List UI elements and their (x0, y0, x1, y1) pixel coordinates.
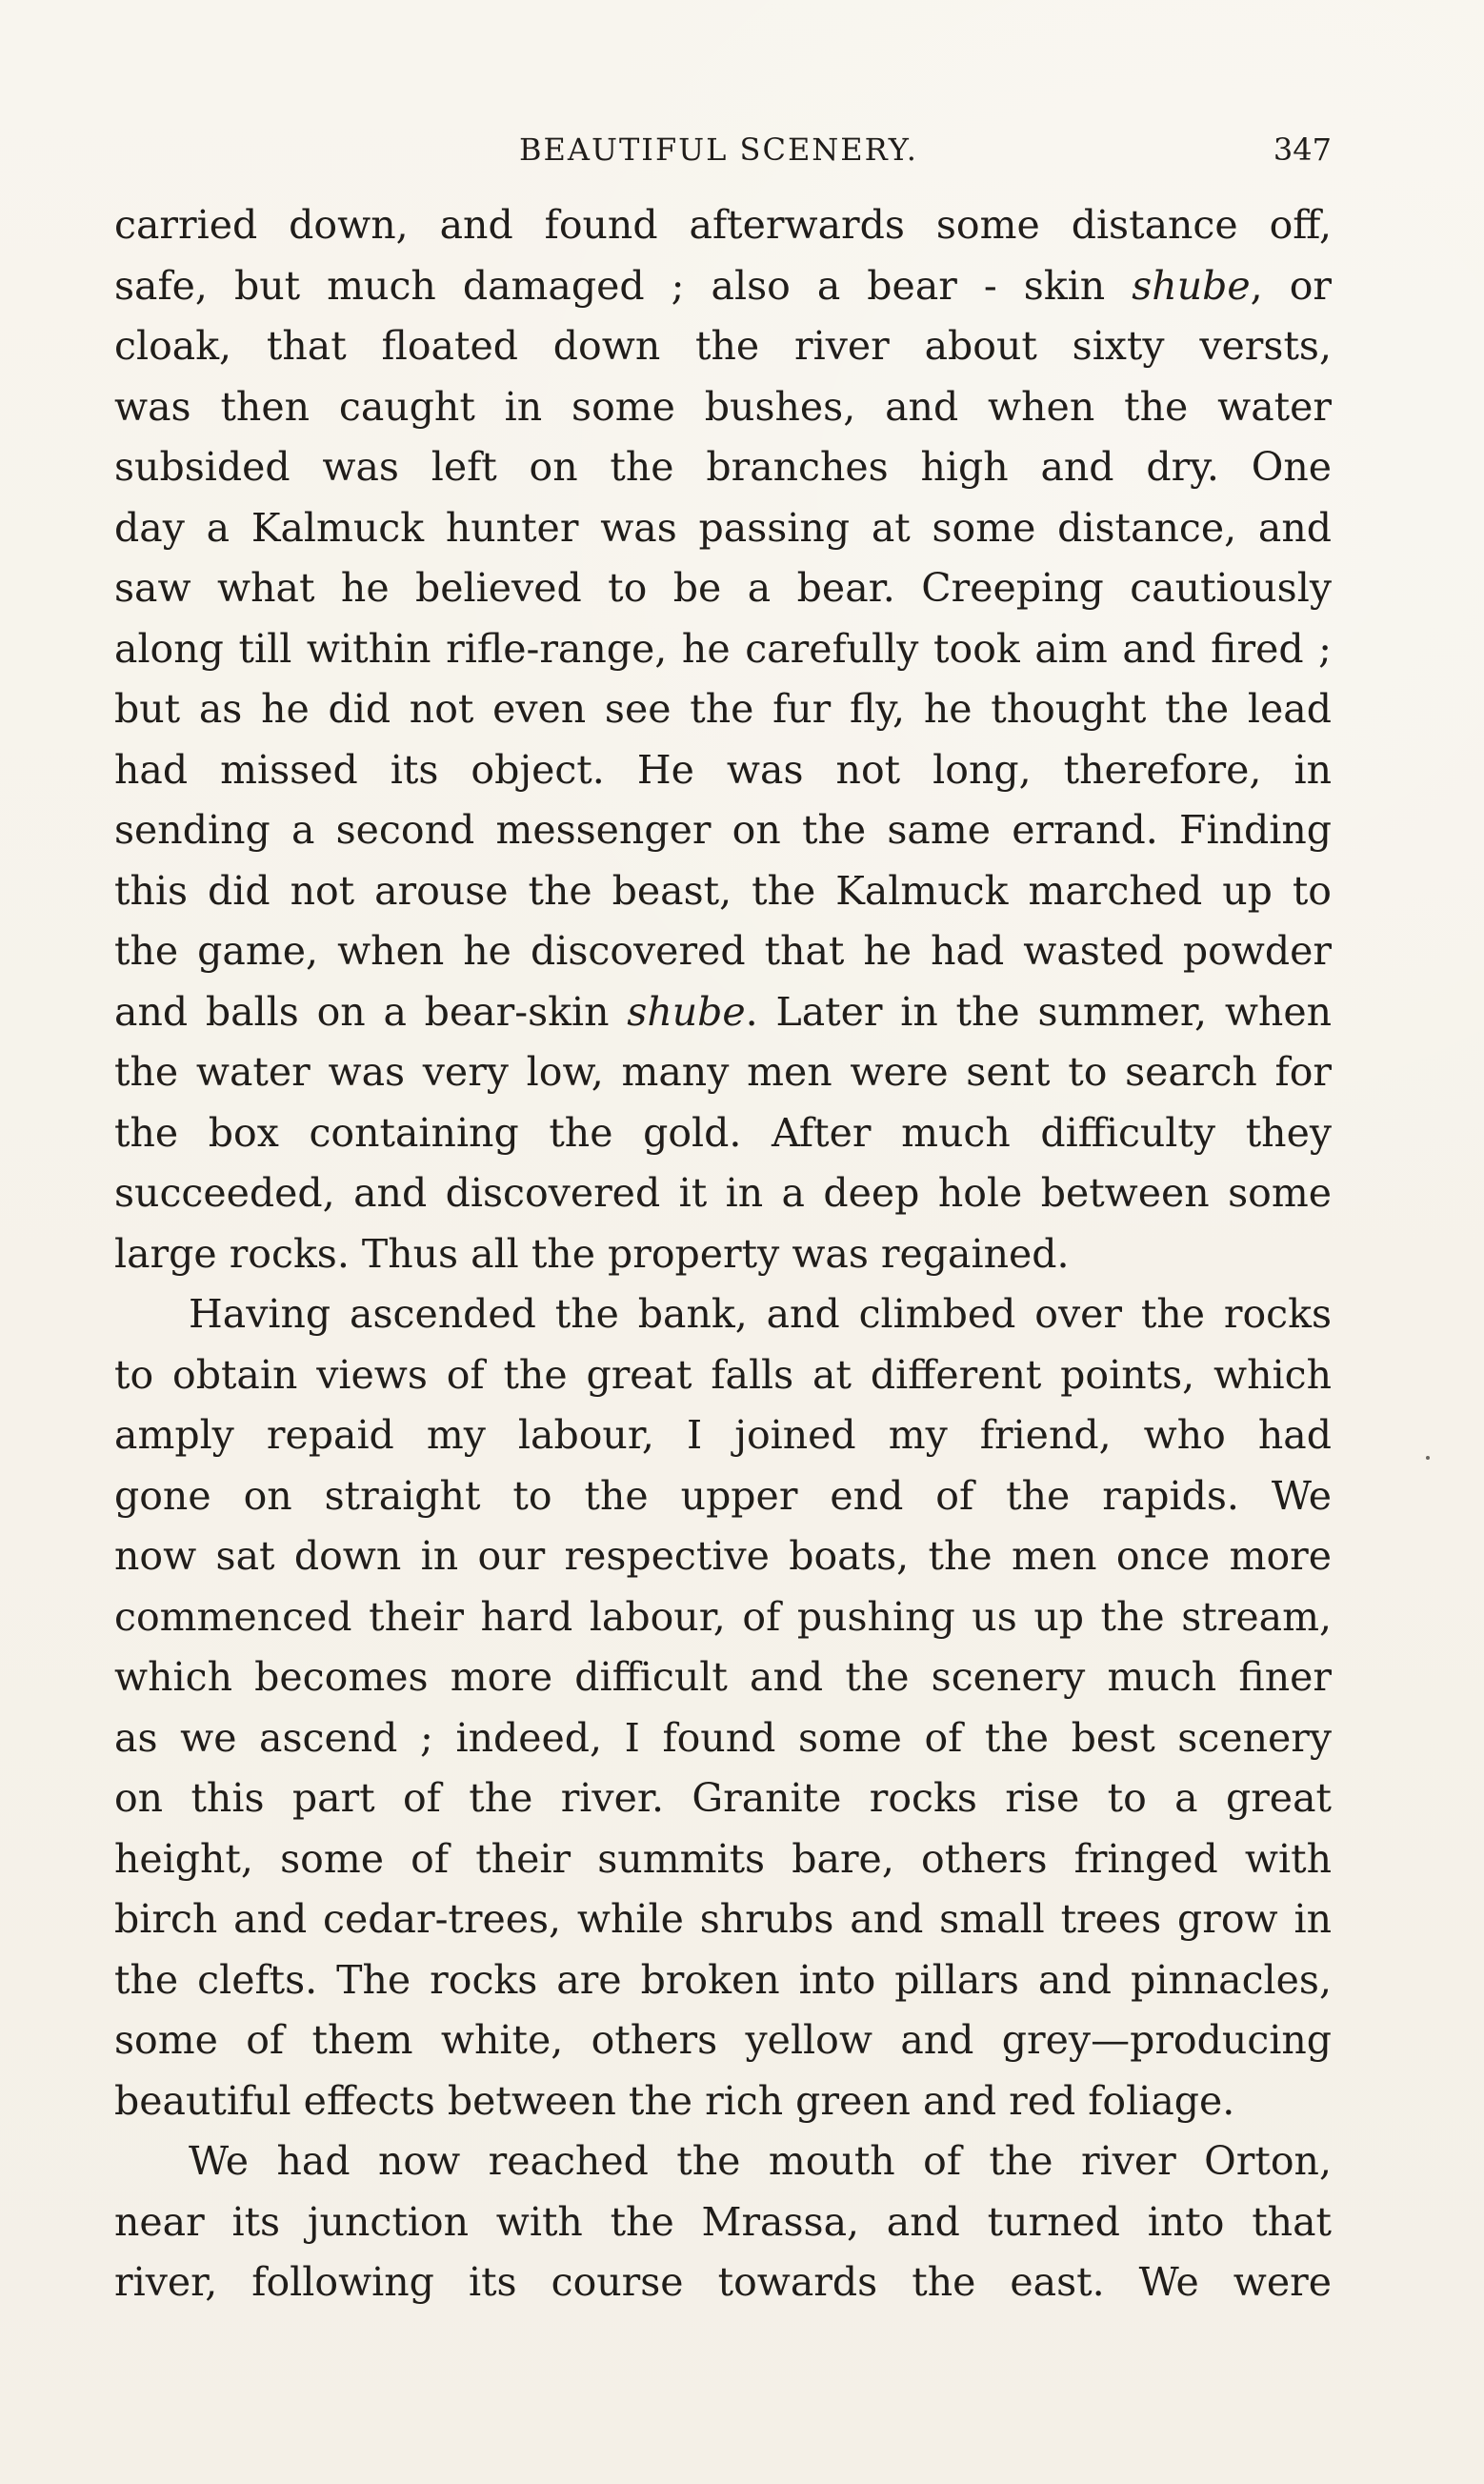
text-line: but as he did not even see the fur fly, he thought the lead (114, 686, 1332, 732)
text-line: sending a second messenger on the same errand. Finding (114, 807, 1332, 853)
line-text: . Later in the summer, when (745, 988, 1332, 1035)
text-line: subsided was left on the branches high and dry. One (114, 444, 1332, 490)
running-title: BEAUTIFUL SCENERY. (519, 131, 918, 168)
text-line: was then caught in some bushes, and when the water (114, 383, 1332, 430)
text-line: had missed its object. He was not long, therefore, in (114, 746, 1332, 793)
text-line: commenced their hard labour, of pushing us up the stream, (114, 1593, 1332, 1640)
text-line: now sat down in our respective boats, the men once more (114, 1533, 1332, 1579)
body-text (114, 195, 1332, 2313)
text-line-with-italic (114, 982, 1332, 1043)
text-line: the game, when he discovered that he had wasted powder (114, 928, 1332, 974)
text-line: on this part of the river. Granite rocks rise to a great (114, 1775, 1332, 1821)
line-text: and balls on a bear-skin (114, 988, 610, 1035)
text-line: which becomes more difficult and the scenery much finer (114, 1654, 1332, 1700)
text-line: birch and cedar-trees, while shrubs and small trees grow in (114, 1896, 1332, 1942)
text-line: height, some of their summits bare, others fringed with (114, 1835, 1332, 1882)
text-line: river, following its course towards the east. We were (114, 2259, 1332, 2305)
margin-dot (1426, 1456, 1430, 1460)
text-line: succeeded, and discovered it in a deep hole between some (114, 1170, 1332, 1216)
text-line: the box containing the gold. After much difficulty they (114, 1109, 1332, 1156)
italic-word-shube: shube (627, 988, 746, 1035)
text-line: some of them white, others yellow and grey—producing (114, 2017, 1332, 2063)
page-number: 347 (1273, 131, 1332, 168)
text-line: to obtain views of the great falls at different points, which (114, 1351, 1332, 1398)
text-line: the water was very low, many men were sent to search for (114, 1049, 1332, 1095)
text-line: saw what he believed to be a bear. Creeping cautiously (114, 565, 1332, 611)
text-line: near its junction with the Mrassa, and turned into that (114, 2198, 1332, 2245)
italic-word-shube: shube (1132, 262, 1251, 309)
text-line: cloak, that floated down the river about sixty versts, (114, 323, 1332, 369)
text-line: amply repaid my labour, I joined my friend, who had (114, 1412, 1332, 1458)
paragraph-end-line: large rocks. Thus all the property was regained. (114, 1230, 1070, 1277)
paragraph-start-line: We had now reached the mouth of the river Orton, (189, 2138, 1332, 2184)
text-line: along till within rifle-range, he carefully took aim and fired ; (114, 625, 1332, 672)
text-line: day a Kalmuck hunter was passing at some distance, and (114, 504, 1332, 551)
page-header (114, 131, 1332, 189)
line-text: safe, but much damaged ; also a bear - skin (114, 262, 1106, 309)
line-text: , or (1250, 262, 1332, 309)
text-line-with-italic (114, 256, 1332, 317)
text-line: gone on straight to the upper end of the rapids. We (114, 1472, 1332, 1519)
text-line: carried down, and found afterwards some distance off, (114, 202, 1332, 248)
text-line: this did not arouse the beast, the Kalmuck marched up to (114, 867, 1332, 914)
text-line: the clefts. The rocks are broken into pillars and pinnacles, (114, 1956, 1332, 2003)
paragraph-start-line: Having ascended the bank, and climbed over the rocks (189, 1291, 1332, 1337)
text-line: as we ascend ; indeed, I found some of the best scenery (114, 1714, 1332, 1761)
paragraph-end-line: beautiful effects between the rich green and red foliage. (114, 2077, 1235, 2124)
